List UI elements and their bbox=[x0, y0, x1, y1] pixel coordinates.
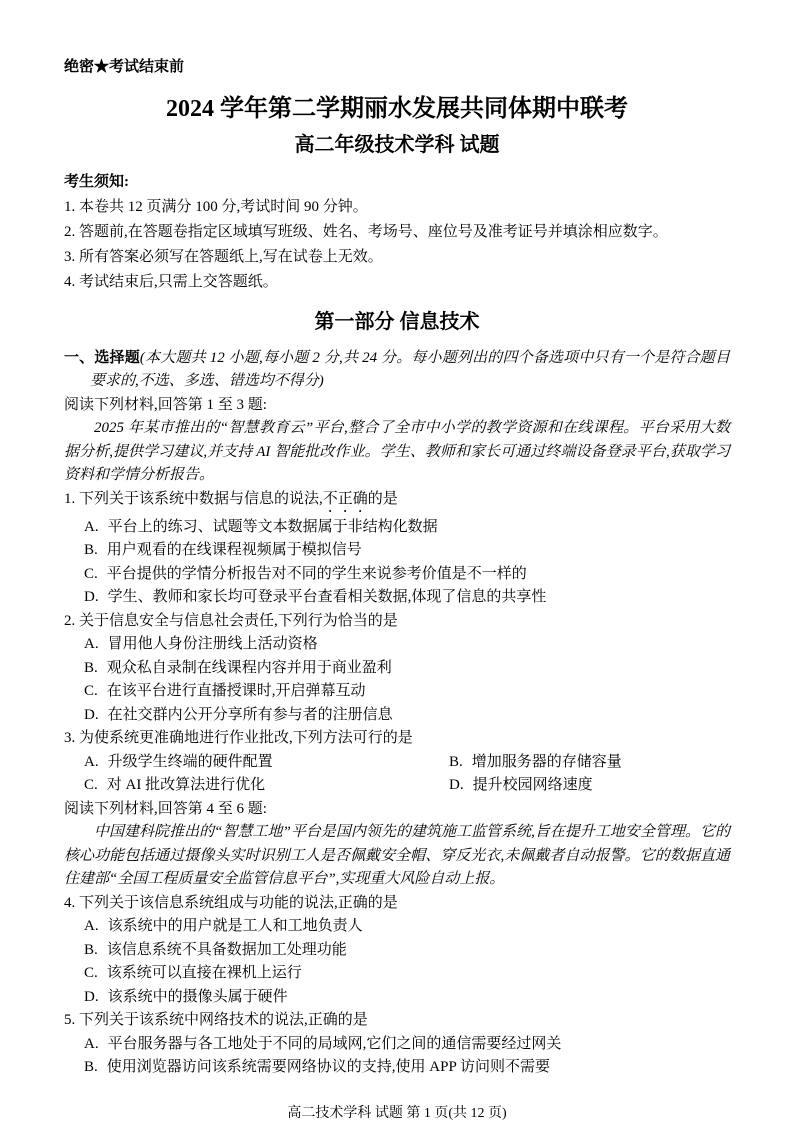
instructions-detail: (本大题共 12 小题,每小题 2 分,共 24 分。每小题列出的四个备选项中只有一个是符合题目要求的,不选、多选、错选均不得分) bbox=[90, 349, 730, 389]
question-5-options bbox=[64, 1033, 730, 1080]
question-3 bbox=[64, 727, 730, 798]
stem-text: 4. 下列关于该信息系统组成与功能的说法,正确的是 bbox=[64, 894, 398, 911]
stem-text-tail: 的是 bbox=[367, 490, 398, 507]
candidate-notice bbox=[64, 170, 730, 295]
question-3-stem bbox=[64, 727, 730, 751]
option-1-b: B. 用户观看的在线课程视频属于模拟信号 bbox=[84, 542, 362, 558]
question-3-options bbox=[64, 751, 730, 798]
reading-prompt-1: 阅读下列材料,回答第 1 至 3 题: bbox=[64, 396, 267, 413]
question-1 bbox=[64, 488, 730, 610]
stem-emphasized-text: 不正确 bbox=[322, 490, 368, 507]
option-2-a: A. 冒用他人身份注册线上活动资格 bbox=[84, 636, 318, 652]
question-2 bbox=[64, 610, 730, 728]
secrecy-label: 绝密★考试结束前 bbox=[64, 59, 185, 75]
instructions-lead: 一、选择题 bbox=[64, 349, 140, 366]
stem-text: 5. 下列关于该系统中网络技术的说法,正确的是 bbox=[64, 1012, 368, 1028]
reading-prompt-2: 阅读下列材料,回答第 4 至 6 题: bbox=[64, 800, 267, 817]
question-4 bbox=[64, 892, 730, 1010]
question-5-stem bbox=[64, 1009, 730, 1033]
option-2-d: D. 在社交群内公开分享所有参与者的注册信息 bbox=[84, 706, 393, 723]
option-3-a: A. 升级学生终端的硬件配置 bbox=[84, 753, 273, 770]
material-text-1: 2025 年某市推出的“智慧教育云”平台,整合了全市中小学的教学资源和在线课程。平台采用大数据分析,提供学习建议,并支持 AI 智能批改作业。学生、教师和家长可通过终端设备登录平台,获取学习资料和学情分析报告。 bbox=[64, 420, 730, 483]
material-text-2: 中国建科院推出的“智慧工地”平台是国内领先的建筑施工监管系统,旨在提升工地安全管理。它的核心功能包括通过摄像头实时识别工人是否佩戴安全帽、穿反光衣,未佩戴者自动报警。它的数据直通住建部“全国工程质量安全监管信息平台”,实现重大风险自动上报。 bbox=[64, 824, 730, 887]
option-4-c: C. 该系统可以直接在裸机上运行 bbox=[84, 965, 302, 981]
option-4-d: D. 该系统中的摄像头属于硬件 bbox=[84, 988, 288, 1005]
question-2-stem bbox=[64, 610, 730, 634]
notice-item-3: 3. 所有答案必须写在答题纸上,写在试卷上无效。 bbox=[64, 248, 383, 265]
option-3-c: C. 对 AI 批改算法进行优化 bbox=[84, 777, 266, 793]
notice-item-1: 1. 本卷共 12 页满分 100 分,考试时间 90 分钟。 bbox=[64, 198, 368, 215]
question-5 bbox=[64, 1009, 730, 1080]
question-1-stem bbox=[64, 488, 730, 516]
option-1-a: A. 平台上的练习、试题等文本数据属于非结构化数据 bbox=[84, 518, 438, 535]
option-4-b: B. 该信息系统不具备数据加工处理功能 bbox=[84, 941, 347, 958]
exam-title: 2024 学年第二学期丽水发展共同体期中联考 bbox=[166, 95, 628, 122]
stem-text: 1. 下列关于该系统中数据与信息的说法, bbox=[64, 490, 323, 507]
option-2-b: B. 观众私自录制在线课程内容并用于商业盈利 bbox=[84, 659, 392, 676]
exam-subtitle: 高二年级技术学科 试题 bbox=[294, 133, 500, 156]
question-4-options bbox=[64, 915, 730, 1009]
question-1-options bbox=[64, 516, 730, 610]
option-1-c: C. 平台提供的学情分析报告对不同的学生来说参考价值是不一样的 bbox=[84, 565, 527, 582]
option-5-a: A. 平台服务器与各工地处于不同的局域网,它们之间的通信需要经过网关 bbox=[84, 1035, 562, 1052]
notice-heading: 考生须知: bbox=[64, 173, 129, 190]
option-1-d: D. 学生、教师和家长均可登录平台查看相关数据,体现了信息的共享性 bbox=[84, 589, 547, 605]
page-footer: 高二技术学科 试题 第 1 页(共 12 页) bbox=[287, 1105, 507, 1121]
question-4-stem bbox=[64, 892, 730, 916]
option-3-b: B. 增加服务器的存储容量 bbox=[449, 753, 622, 770]
option-4-a: A. 该系统中的用户就是工人和工地负责人 bbox=[84, 918, 363, 934]
multiple-choice-instructions bbox=[64, 347, 730, 394]
stem-text: 3. 为使系统更准确地进行作业批改,下列方法可行的是 bbox=[64, 730, 413, 746]
notice-item-2: 2. 答题前,在答题卷指定区域填写班级、姓名、考场号、座位号及准考证号并填涂相应数字。 bbox=[64, 223, 668, 240]
option-2-c: C. 在该平台进行直播授课时,开启弹幕互动 bbox=[84, 683, 366, 699]
stem-text: 2. 关于信息安全与信息社会责任,下列行为恰当的是 bbox=[64, 612, 398, 629]
notice-item-4: 4. 考试结束后,只需上交答题纸。 bbox=[64, 273, 278, 290]
question-2-options bbox=[64, 633, 730, 727]
option-5-b: B. 使用浏览器访问该系统需要网络协议的支持,使用 APP 访问则不需要 bbox=[84, 1059, 550, 1075]
option-3-d: D. 提升校园网络速度 bbox=[449, 777, 593, 793]
section-title: 第一部分 信息技术 bbox=[314, 310, 480, 333]
